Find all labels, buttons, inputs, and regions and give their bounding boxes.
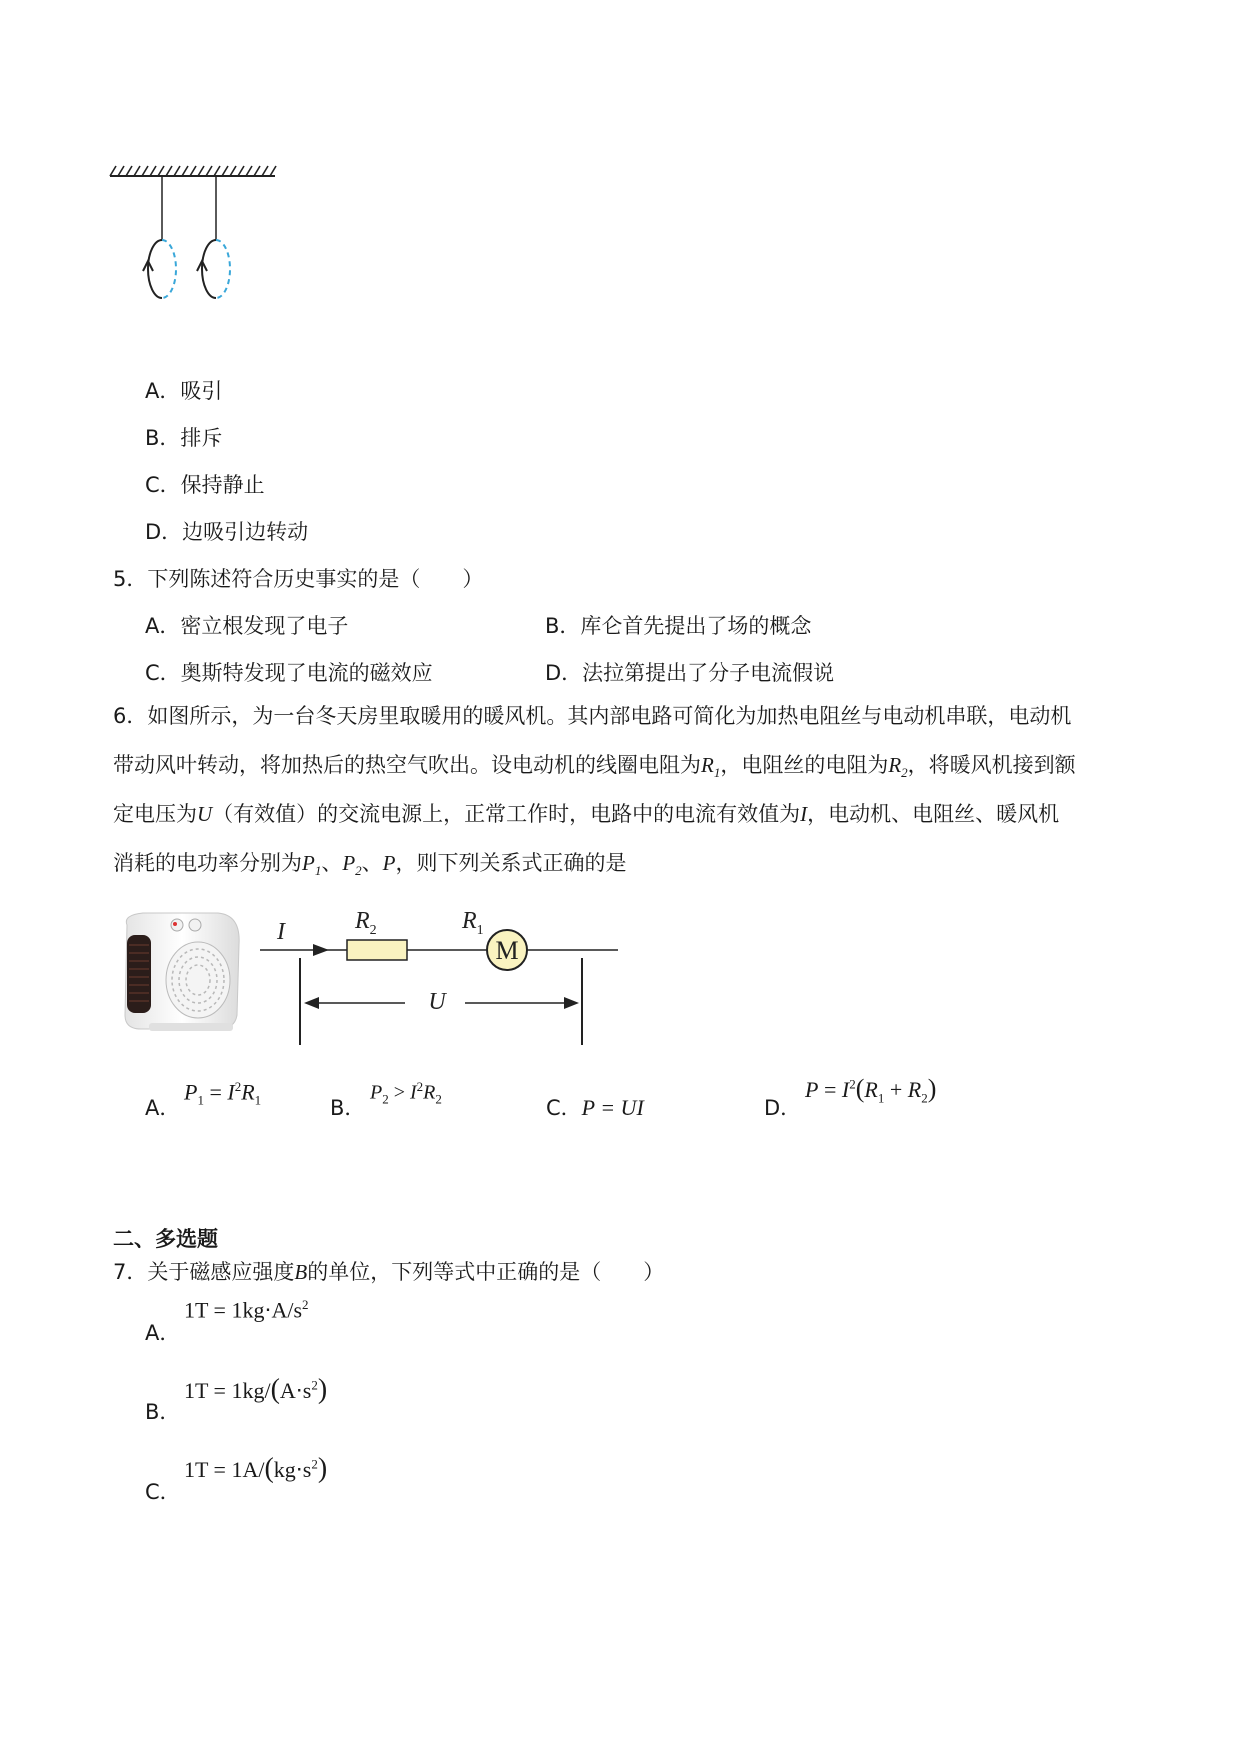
q5-stem: 5．下列陈述符合历史事实的是（ ） bbox=[113, 567, 484, 591]
section-title-multiple-choice: 二、多选题 bbox=[113, 1227, 218, 1251]
q4-option-c[interactable]: C．保持静止 bbox=[145, 473, 265, 497]
ceiling-hatch bbox=[110, 166, 276, 176]
voltage-arrow-left-icon bbox=[304, 997, 319, 1009]
motor-label: M bbox=[495, 936, 519, 965]
q4-option-a[interactable]: A．吸引 bbox=[145, 379, 223, 403]
heater-knob-1 bbox=[171, 919, 183, 931]
q6-option-a[interactable]: A． bbox=[145, 1096, 181, 1120]
q7-option-c[interactable]: C． bbox=[145, 1480, 181, 1504]
q6-option-b-expr: $P_2 > I^2R_2$ bbox=[370, 1079, 442, 1107]
q6-option-c[interactable]: C．P = UI bbox=[546, 1095, 644, 1120]
q6-stem-line-4: 消耗的电功率分别为$P_1$、$P_2$、P，则下列关系式正确的是 bbox=[113, 851, 627, 879]
right-loop-back bbox=[216, 240, 230, 298]
q6-stem-line-1: 6．如图所示，为一台冬天房里取暖用的暖风机。其内部电路可简化为加热电阻丝与电动机串联，电动机 bbox=[113, 704, 1072, 728]
q7-option-c-expr: $1T = 1A/(kg\cdot s^2)$ bbox=[184, 1453, 328, 1484]
r1-label: $R_1$ bbox=[462, 908, 484, 938]
heater-image bbox=[113, 905, 248, 1040]
heater-knob-2 bbox=[189, 919, 201, 931]
right-loop-front bbox=[202, 240, 216, 298]
resistor-r2 bbox=[347, 940, 407, 960]
voltage-label: U bbox=[428, 989, 446, 1015]
q5-option-b[interactable]: B．库仑首先提出了场的概念 bbox=[545, 614, 812, 638]
current-label: I bbox=[277, 919, 285, 945]
left-loop-front bbox=[148, 240, 162, 298]
left-loop-back bbox=[162, 240, 176, 298]
r2-label: $R_2$ bbox=[355, 908, 377, 938]
q6-option-a-expr: $P_1 = I^2R_1$ bbox=[184, 1079, 262, 1108]
hanging-loops-figure bbox=[100, 160, 300, 330]
q4-option-d[interactable]: D．边吸引边转动 bbox=[145, 520, 309, 544]
q5-option-d[interactable]: D．法拉第提出了分子电流假说 bbox=[545, 661, 835, 685]
q4-option-b[interactable]: B．排斥 bbox=[145, 426, 223, 450]
voltage-arrow-right-icon bbox=[564, 997, 579, 1009]
circuit-diagram bbox=[255, 895, 625, 1050]
q6-option-d-expr: $P = I^2(R_1 + R_2)$ bbox=[805, 1074, 937, 1106]
q5-option-c[interactable]: C．奥斯特发现了电流的磁效应 bbox=[145, 661, 433, 685]
q7-option-b-expr: $1T = 1kg/(A\cdot s^2)$ bbox=[184, 1374, 328, 1405]
heater-front-grille bbox=[166, 942, 230, 1018]
q7-option-a-expr: $1T = 1kg\cdot A/s^2$ bbox=[184, 1297, 309, 1323]
q7-stem: 7．关于磁感应强度B的单位，下列等式中正确的是（ ） bbox=[113, 1260, 665, 1284]
q5-option-a[interactable]: A．密立根发现了电子 bbox=[145, 614, 349, 638]
q6-option-b[interactable]: B． bbox=[330, 1096, 366, 1120]
q6-option-d[interactable]: D． bbox=[764, 1096, 802, 1120]
current-arrow-icon bbox=[313, 944, 329, 956]
q7-option-a[interactable]: A． bbox=[145, 1321, 181, 1345]
q6-stem-line-3: 定电压为U（有效值）的交流电源上，正常工作时，电路中的电流有效值为I，电动机、电阻丝、暖风机 bbox=[113, 802, 1060, 826]
q6-stem-line-2: 带动风叶转动，将加热后的热空气吹出。设电动机的线圈电阻为$R_1$，电阻丝的电阻为$R_2$，将暖风机接到额 bbox=[113, 753, 1076, 781]
q7-option-b[interactable]: B． bbox=[145, 1400, 181, 1424]
